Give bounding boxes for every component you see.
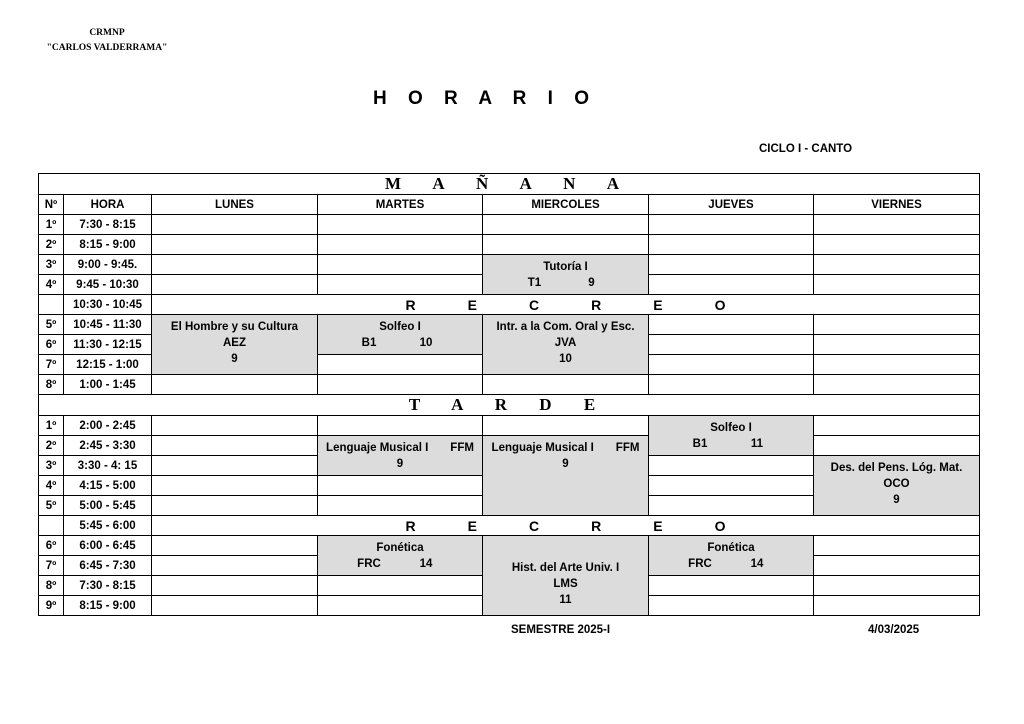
class-name (152, 319, 317, 335)
empty-slot (318, 215, 483, 235)
class-meta (318, 335, 482, 351)
teacher-code: JVA (554, 337, 577, 349)
class-name-text: Lenguaje Musical I (326, 442, 429, 454)
cycle-label: CICLO I - CANTO (759, 143, 853, 155)
empty-slot (152, 556, 318, 576)
col-header-day: VIERNES (814, 195, 980, 215)
period-number: 1º (39, 215, 64, 235)
period-number: 1º (39, 416, 64, 436)
empty-slot (814, 436, 980, 456)
empty-slot (814, 596, 980, 616)
period-time: 9:00 - 9:45. (64, 255, 152, 275)
teacher-code: FRC (357, 558, 381, 570)
empty-slot (814, 576, 980, 596)
period-number (39, 295, 64, 315)
empty-slot (152, 576, 318, 596)
afternoon-band: T A R D E (39, 395, 980, 416)
period-number: 6º (39, 536, 64, 556)
class-name-text: Lenguaje Musical I (491, 442, 594, 454)
teacher-code: FFM (450, 442, 474, 454)
recreo-letter: E (653, 296, 663, 313)
empty-slot (318, 255, 483, 275)
class-cell (649, 536, 814, 576)
recreo-letter: O (714, 296, 726, 313)
class-name-text: Fonética (707, 542, 755, 554)
class-cell (483, 315, 649, 375)
period-time: 5:45 - 6:00 (64, 516, 152, 536)
col-header-day: MARTES (318, 195, 483, 215)
col-header-number: Nº (39, 195, 64, 215)
class-code (483, 576, 648, 592)
class-cell (152, 315, 318, 375)
empty-slot (152, 496, 318, 516)
empty-slot (814, 275, 980, 295)
recreo-word (406, 518, 726, 534)
class-cell (483, 536, 649, 616)
empty-slot (318, 355, 483, 375)
col-header-day: MIERCOLES (483, 195, 649, 215)
header-row (39, 195, 980, 215)
class-room (152, 351, 317, 367)
class-cell (483, 436, 649, 516)
empty-slot (483, 215, 649, 235)
class-cell (318, 536, 483, 576)
empty-slot (814, 335, 980, 355)
class-cell (318, 315, 483, 355)
class-name-text: El Hombre y su Cultura (170, 321, 299, 333)
empty-slot (483, 375, 649, 395)
page-title: H O R A R I O (373, 88, 597, 109)
period-row (39, 436, 980, 456)
empty-slot (152, 235, 318, 255)
empty-slot (814, 416, 980, 436)
class-room (318, 456, 482, 472)
empty-slot (318, 416, 483, 436)
class-name (318, 540, 482, 556)
empty-slot (318, 596, 483, 616)
class-room (814, 492, 979, 508)
teacher-code: AEZ (223, 337, 246, 349)
room-number: 11 (559, 594, 572, 606)
morning-band: M A Ñ A N A (39, 174, 980, 195)
class-cell (318, 436, 483, 476)
empty-slot (318, 576, 483, 596)
room-number: 14 (750, 558, 764, 570)
empty-slot (649, 215, 814, 235)
room-number: 9 (588, 277, 595, 289)
empty-slot (814, 215, 980, 235)
recreo-letter: E (653, 517, 663, 534)
room-number: 9 (396, 458, 404, 470)
empty-slot (649, 375, 814, 395)
empty-slot (483, 235, 649, 255)
period-time: 2:00 - 2:45 (64, 416, 152, 436)
period-time: 8:15 - 9:00 (64, 596, 152, 616)
institution-acronym: CRMNP (89, 28, 125, 38)
period-time: 7:30 - 8:15 (64, 576, 152, 596)
teacher-code: B1 (361, 337, 377, 349)
empty-slot (649, 255, 814, 275)
empty-slot (814, 355, 980, 375)
room-number: 14 (419, 558, 433, 570)
teacher-code: LMS (553, 578, 578, 590)
teacher-code: OCO (883, 478, 910, 490)
period-number: 4º (39, 275, 64, 295)
recreo-letter: E (467, 296, 477, 313)
empty-slot (649, 576, 814, 596)
period-number: 3º (39, 255, 64, 275)
empty-slot (152, 476, 318, 496)
teacher-code: FRC (688, 558, 712, 570)
recreo-letter: O (714, 517, 726, 534)
empty-slot (649, 235, 814, 255)
teacher-code: FFM (615, 442, 640, 454)
class-room (483, 456, 648, 472)
empty-slot (649, 596, 814, 616)
institution-header (37, 26, 177, 56)
schedule-table (38, 173, 980, 616)
empty-slot (318, 235, 483, 255)
class-name-text: Des. del Pens. Lóg. Mat. (830, 462, 963, 474)
empty-slot (649, 456, 814, 476)
class-name (318, 440, 482, 456)
recreo-letter: E (467, 517, 477, 534)
empty-slot (152, 536, 318, 556)
empty-slot (649, 335, 814, 355)
room-number: 9 (893, 494, 900, 506)
class-name-text: Solfeo I (710, 422, 752, 434)
room-number: 9 (562, 458, 569, 470)
class-name (649, 540, 813, 556)
empty-slot (152, 416, 318, 436)
institution-name: "CARLOS VALDERRAMA" (46, 43, 168, 53)
period-number: 5º (39, 496, 64, 516)
class-name (483, 259, 648, 275)
period-time: 3:30 - 4: 15 (64, 456, 152, 476)
class-name (483, 440, 648, 456)
break-row (39, 295, 980, 315)
period-row (39, 255, 980, 275)
recreo-letter: C (528, 517, 540, 534)
room-number: 11 (750, 438, 764, 450)
class-name (318, 319, 482, 335)
empty-slot (814, 315, 980, 335)
period-number: 5º (39, 315, 64, 335)
empty-slot (318, 476, 483, 496)
class-cell (814, 456, 980, 516)
period-time: 7:30 - 8:15 (64, 215, 152, 235)
period-time: 6:45 - 7:30 (64, 556, 152, 576)
empty-slot (152, 596, 318, 616)
room-number: 10 (419, 337, 433, 349)
empty-slot (318, 496, 483, 516)
recreo-banner (152, 516, 980, 536)
empty-slot (814, 536, 980, 556)
recreo-letter: R (405, 296, 416, 313)
empty-slot (152, 436, 318, 456)
class-name-text: Solfeo I (379, 321, 421, 333)
period-row (39, 536, 980, 556)
period-time: 4:15 - 5:00 (64, 476, 152, 496)
class-meta (483, 275, 648, 291)
recreo-letter: C (528, 296, 540, 313)
class-code (483, 335, 648, 351)
empty-slot (152, 255, 318, 275)
period-number: 2º (39, 235, 64, 255)
period-number: 7º (39, 355, 64, 375)
period-number: 3º (39, 456, 64, 476)
period-number: 2º (39, 436, 64, 456)
period-time: 11:30 - 12:15 (64, 335, 152, 355)
break-row (39, 516, 980, 536)
period-time: 10:45 - 11:30 (64, 315, 152, 335)
period-time: 12:15 - 1:00 (64, 355, 152, 375)
period-time: 1:00 - 1:45 (64, 375, 152, 395)
class-room (483, 592, 648, 608)
period-number: 8º (39, 576, 64, 596)
period-row (39, 235, 980, 255)
period-time: 2:45 - 3:30 (64, 436, 152, 456)
period-time: 6:00 - 6:45 (64, 536, 152, 556)
empty-slot (649, 476, 814, 496)
empty-slot (814, 556, 980, 576)
col-header-time: HORA (64, 195, 152, 215)
empty-slot (649, 496, 814, 516)
class-meta (318, 556, 482, 572)
semester-label: SEMESTRE 2025-I (511, 624, 611, 636)
period-time: 9:45 - 10:30 (64, 275, 152, 295)
period-number: 6º (39, 335, 64, 355)
period-number: 4º (39, 476, 64, 496)
class-code (152, 335, 317, 351)
recreo-banner (152, 295, 980, 315)
empty-slot (152, 375, 318, 395)
class-code (814, 476, 979, 492)
empty-slot (152, 215, 318, 235)
empty-slot (152, 275, 318, 295)
class-name-text: Tutoría I (543, 261, 588, 273)
room-number: 9 (231, 353, 238, 365)
period-number: 9º (39, 596, 64, 616)
recreo-letter: R (591, 296, 602, 313)
class-meta (649, 436, 813, 452)
empty-slot (318, 275, 483, 295)
period-time: 10:30 - 10:45 (64, 295, 152, 315)
period-number: 8º (39, 375, 64, 395)
period-number: 7º (39, 556, 64, 576)
recreo-letter: R (405, 517, 416, 534)
class-name-text: Intr. a la Com. Oral y Esc. (496, 321, 635, 333)
empty-slot (318, 375, 483, 395)
period-row (39, 416, 980, 436)
period-number (39, 516, 64, 536)
empty-slot (152, 456, 318, 476)
period-row (39, 315, 980, 335)
recreo-word (406, 297, 726, 313)
teacher-code: T1 (527, 277, 542, 289)
class-name-text: Fonética (376, 542, 424, 554)
empty-slot (649, 355, 814, 375)
teacher-code: B1 (692, 438, 708, 450)
recreo-letter: R (591, 517, 602, 534)
class-room (483, 351, 648, 367)
class-cell (649, 416, 814, 456)
room-number: 10 (559, 353, 572, 365)
empty-slot (649, 315, 814, 335)
period-time: 5:00 - 5:45 (64, 496, 152, 516)
empty-slot (814, 375, 980, 395)
class-cell (483, 255, 649, 295)
class-name (649, 420, 813, 436)
class-name (483, 319, 648, 335)
period-time: 8:15 - 9:00 (64, 235, 152, 255)
col-header-day: JUEVES (649, 195, 814, 215)
period-row (39, 375, 980, 395)
empty-slot (814, 235, 980, 255)
empty-slot (483, 416, 649, 436)
class-meta (649, 556, 813, 572)
empty-slot (814, 255, 980, 275)
period-row (39, 215, 980, 235)
date-label: 4/03/2025 (868, 624, 920, 636)
class-name-text: Hist. del Arte Univ. I (511, 562, 620, 574)
col-header-day: LUNES (152, 195, 318, 215)
class-name (483, 560, 648, 576)
class-name (814, 460, 979, 476)
empty-slot (649, 275, 814, 295)
